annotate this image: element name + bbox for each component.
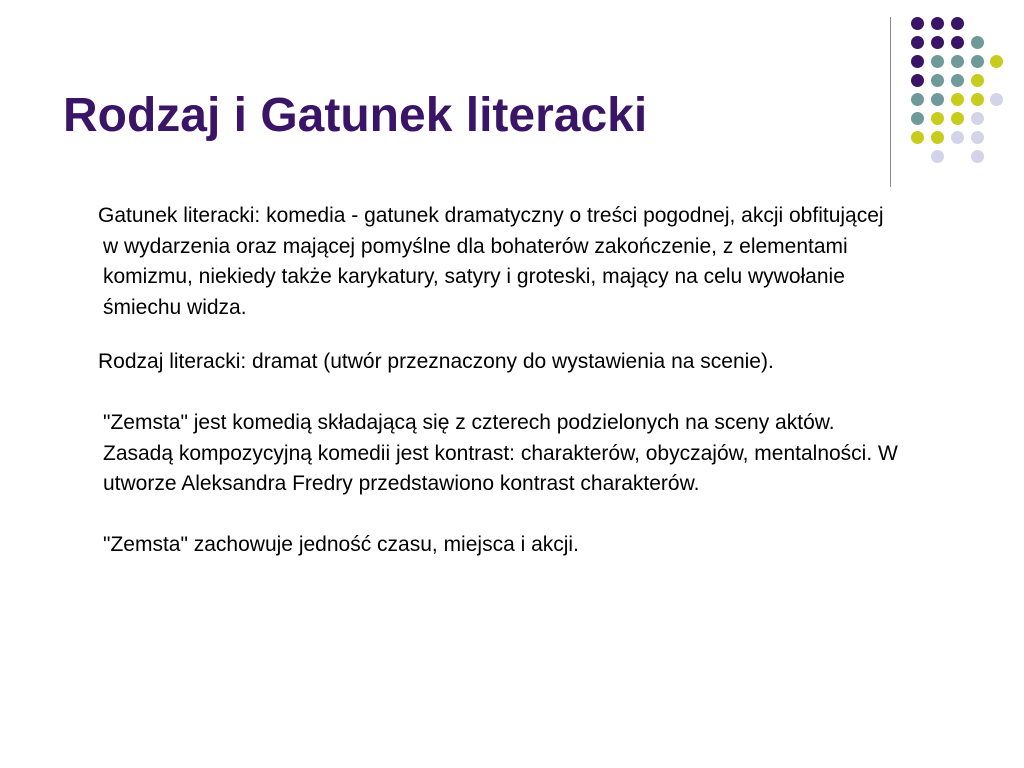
decorative-dot-lavender bbox=[951, 131, 964, 144]
decorative-dot-lavender bbox=[971, 150, 984, 163]
decorative-dot-teal bbox=[971, 36, 984, 49]
decorative-dot-lavender bbox=[990, 93, 1003, 106]
decorative-dot-lime bbox=[971, 74, 984, 87]
decorative-dot-teal bbox=[971, 55, 984, 68]
slide-title: Rodzaj i Gatunek literacki bbox=[63, 89, 648, 142]
decorative-dot-teal bbox=[911, 93, 924, 106]
slide-body bbox=[98, 201, 898, 561]
decorative-dot-purple bbox=[931, 36, 944, 49]
decorative-dot-teal bbox=[931, 74, 944, 87]
decorative-dot-lime bbox=[971, 93, 984, 106]
decorative-dot-teal bbox=[911, 112, 924, 125]
decorative-dot-lime bbox=[990, 55, 1003, 68]
decorative-dot-purple bbox=[951, 36, 964, 49]
decorative-dot-lavender bbox=[971, 112, 984, 125]
decorative-dot-lime bbox=[931, 112, 944, 125]
decorative-dot-lime bbox=[931, 131, 944, 144]
paragraph-genre: Gatunek literacki: komedia - gatunek dramatyczny o treści pogodnej, akcji obfitującej w wydarzenia oraz mającej pomyślne dla bohaterów zakończenie, z elementami komizmu, niekiedy także karykatury, satyry i groteski, mający na celu wywołanie śmiechu widza. bbox=[98, 204, 884, 319]
decorative-dot-lime bbox=[951, 93, 964, 106]
decorative-dot-lime bbox=[951, 112, 964, 125]
decorative-dot-lavender bbox=[931, 150, 944, 163]
decorative-dot-teal bbox=[931, 93, 944, 106]
decorative-dot-purple bbox=[911, 74, 924, 87]
decorative-dot-teal bbox=[951, 74, 964, 87]
decorative-dot-purple bbox=[911, 36, 924, 49]
decorative-dot-purple bbox=[911, 17, 924, 30]
decorative-dot-teal bbox=[931, 55, 944, 68]
decorative-dot-teal bbox=[951, 55, 964, 68]
decorative-dot-lime bbox=[911, 131, 924, 144]
decorative-dot-purple bbox=[931, 17, 944, 30]
decorative-dot-lavender bbox=[971, 131, 984, 144]
paragraph-kind: Rodzaj literacki: dramat (utwór przeznaczony do wystawienia na scenie). "Zemsta" jest komedią składającą się z czterech podzielonych na sceny aktów. Zasadą kompozycyjną komedii jest kontrast: charakterów, obyczajów, mentalności. W utworze Aleksandra Fredry przedstawiono kontrast charakterów. "Zemsta" zachowuje jedność czasu, miejsca i akcji. bbox=[98, 350, 898, 556]
vertical-divider bbox=[890, 17, 891, 187]
decorative-dot-purple bbox=[951, 17, 964, 30]
decorative-dot-purple bbox=[911, 55, 924, 68]
